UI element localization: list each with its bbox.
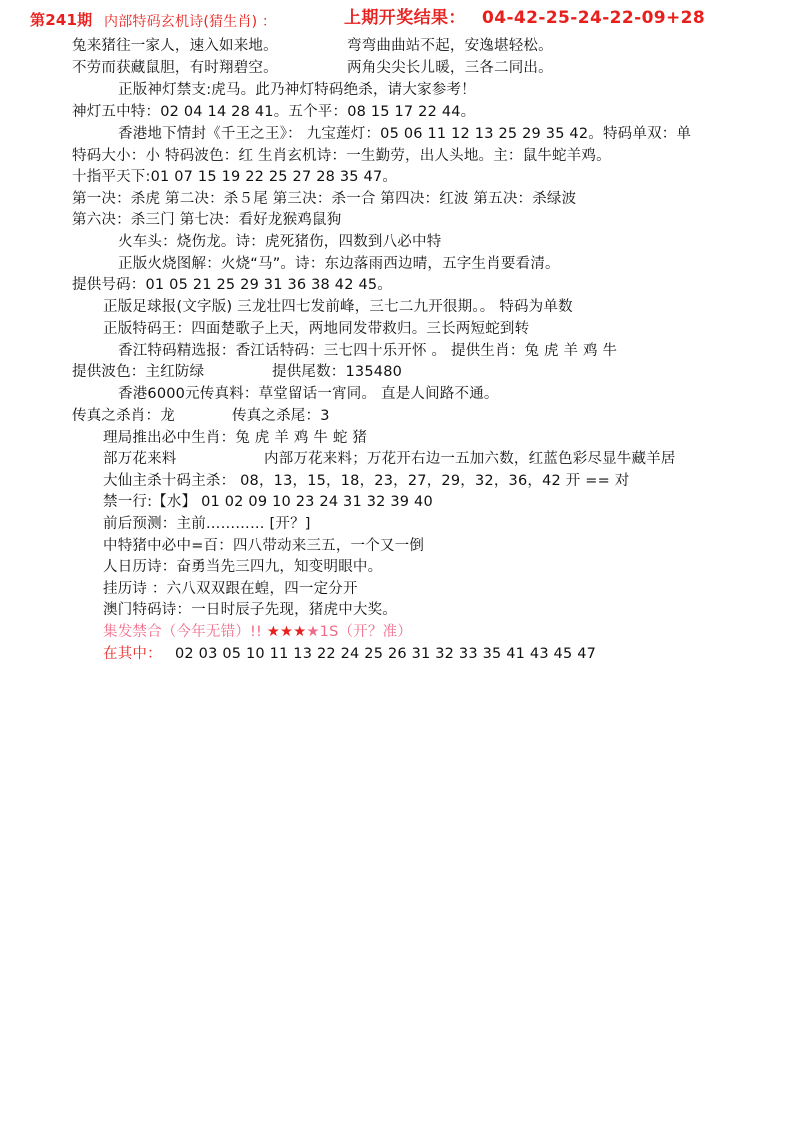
text-line: 前后预测：主前………… [开？] (103, 516, 311, 532)
text-line: 正版足球报(文字版) 三龙壮四七发前峰，三七二九开很期。。 特码为单数 (103, 299, 573, 315)
text-line: 部万花来料 (103, 451, 177, 467)
text-line: 香港6000元传真料：草堂留话一宵同。 直是人间路不通。 (118, 386, 499, 402)
issue-number: 第241期 (30, 11, 93, 29)
text-line: 人日历诗：奋勇当先三四九，知变明眼中。 (103, 559, 383, 575)
text-line: 大仙主杀十码主杀： 08，13，15，18，23，27，29，32，36，42 开 == 对 (103, 473, 630, 489)
text-line: 香港地下情封《千王之王》： 九宝莲灯：05 06 11 12 13 25 29 35 42。特码单双：单 (118, 126, 692, 142)
text-line: 内部万花来料；万花开右边一五加六数，红蓝色彩尽显牛藏羊居 (264, 451, 676, 467)
results-label: 上期开奖结果： (344, 8, 466, 28)
text-line: 正版神灯禁支:虎马。此乃神灯特码绝杀，请大家参考！ (118, 82, 476, 98)
zaiqizhong-label: 在其中： (103, 646, 162, 662)
text-line: 兔来猪往一家人，速入如来地。 (72, 38, 278, 54)
text-line: 提供波色：主红防绿 (72, 364, 205, 380)
results-value: 04-42-25-24-22-09+28 (482, 8, 706, 28)
text-line: 传真之杀尾：3 (232, 408, 330, 424)
text-line: 正版火烧图解：火烧“马”。诗：东边落雨西边晴，五字生肖要看清。 (118, 256, 560, 272)
text-line: 十指平天下:01 07 15 19 22 25 27 28 35 47。 (72, 169, 398, 185)
text-line: 不劳而获藏鼠胆，有时翔碧空。 (72, 60, 278, 76)
text-line: 第一决：杀虎 第二决：杀５尾 第三决：杀一合 第四决：红波 第五决：杀绿波 (72, 191, 577, 207)
text-line: 正版特码王：四面楚歌子上天，两地同发带救归。三长两短蛇到转 (103, 321, 530, 337)
text-line: 提供尾数：135480 (272, 364, 403, 380)
text-line: 挂历诗 ：六八双双跟在蝗，四一定分开 (103, 581, 358, 597)
text-line: 特码大小：小 特码波色：红 生肖玄机诗：一生勤劳，出人头地。主：鼠牛蛇羊鸡。 (72, 148, 611, 164)
text-line: 理局推出必中生肖：兔 虎 羊 鸡 牛 蛇 猪 (103, 430, 368, 446)
text-line: 火车头：烧伤龙。诗：虎死猪伤，四数到八必中特 (118, 234, 442, 250)
jifa-line (103, 622, 412, 642)
zaiqizhong-numbers: 02 03 05 10 11 13 22 24 25 26 31 32 33 35 41 43 45 47 (175, 646, 597, 662)
text-line: 两角尖尖长儿暖，三各二同出。 (347, 60, 553, 76)
text-line: 提供号码：01 05 21 25 29 31 36 38 42 45。 (72, 277, 392, 293)
poem-subtitle: 内部特码玄机诗(猜生肖) ： (104, 14, 277, 30)
star-icon: ★★★ (266, 624, 307, 640)
text-line: 神灯五中特：02 04 14 28 41。五个平：08 15 17 22 44。 (72, 104, 476, 120)
text-line: 第六决：杀三门 第七决：看好龙猴鸡鼠狗 (72, 212, 342, 228)
star-icon: ★ (306, 624, 320, 640)
jifa-suffix: 1S（开？准） (319, 624, 412, 640)
text-line: 禁一行:【水】 01 02 09 10 23 24 31 32 39 40 (103, 494, 433, 510)
text-line: 香江特码精选报：香江话特码：三七四十乐开怀 。 提供生肖：兔 虎 羊 鸡 牛 (118, 343, 618, 359)
jifa-prefix: 集发禁合（今年无错）!! (103, 624, 267, 640)
text-line: 弯弯曲曲站不起，安逸堪轻松。 (347, 38, 553, 54)
text-line: 澳门特码诗：一日时辰子先现，猪虎中大奖。 (103, 602, 397, 618)
text-line: 中特猪中必中=百：四八带动来三五，一个又一倒 (103, 538, 425, 554)
text-line: 传真之杀肖：龙 (72, 408, 175, 424)
